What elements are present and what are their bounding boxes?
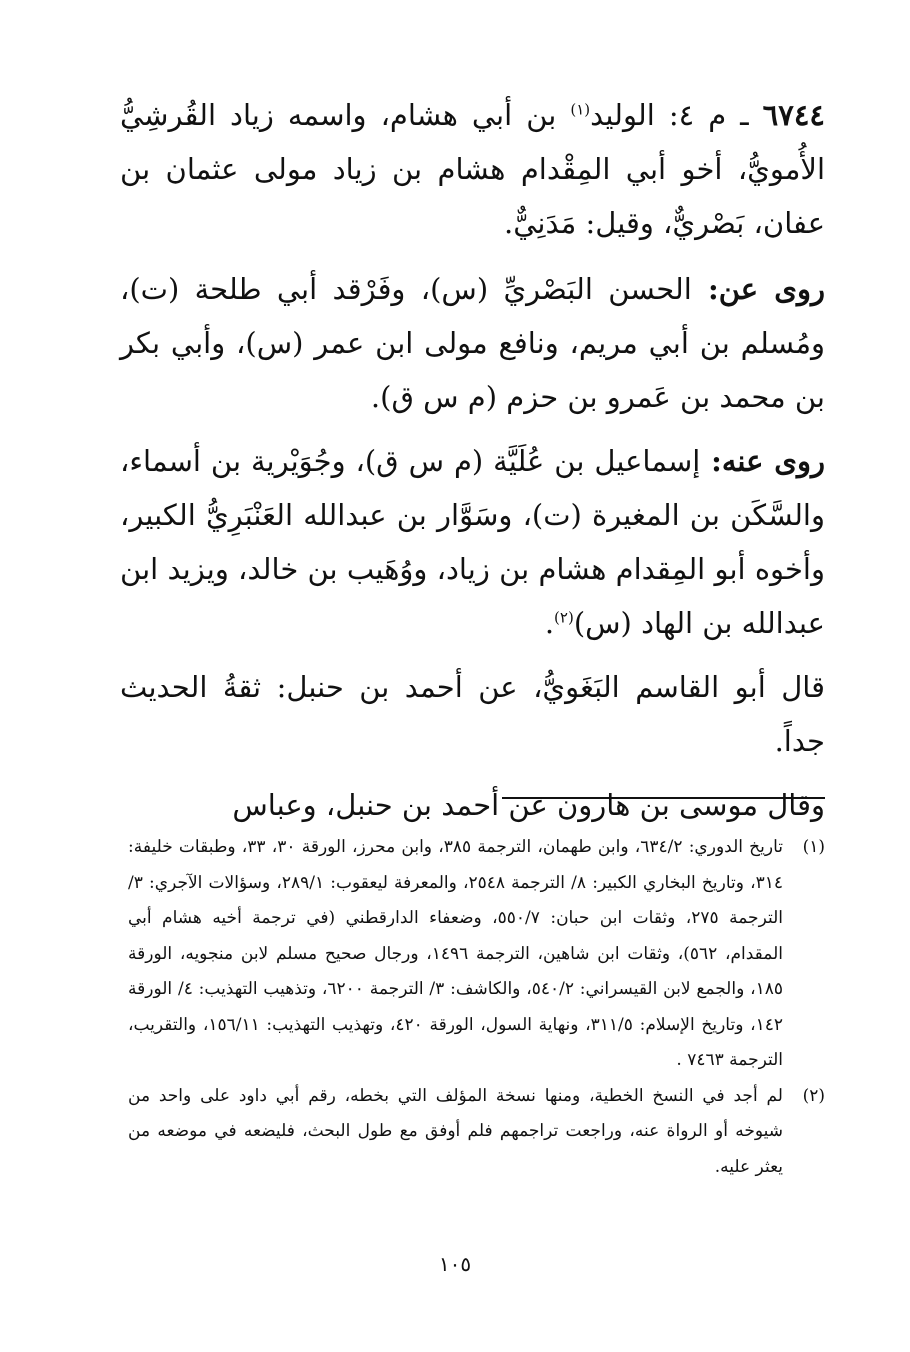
main-text xyxy=(120,88,825,842)
footnotes xyxy=(128,830,825,1185)
entry-name: الوليد xyxy=(590,98,655,132)
entry-number: ٦٧٤٤ xyxy=(762,98,825,132)
entry-code: ـ م ٤: xyxy=(654,98,763,132)
footnote-2 xyxy=(128,1079,825,1186)
footnote-1 xyxy=(128,830,825,1079)
rawa-anhu-paragraph xyxy=(120,434,825,650)
footnote-mark: (١) xyxy=(802,837,825,857)
qala-paragraph-2: وقال موسى بن هارون عن أحمد بن حنبل، وعباس xyxy=(232,788,825,822)
footnote-text: لم أجد في النسخ الخطية، ومنها نسخة المؤلف التي بخطه، رقم أبي داود على واحد من شيوخه أو الرواة عنه، وراجعت تراجمهم فلم أوفق مع طول البحث، فليضعه في موضعه من يعثر عليه. xyxy=(128,1085,783,1177)
footnote-ref-2[interactable]: (٢) xyxy=(554,608,574,627)
footnote-divider xyxy=(502,797,825,799)
rawa-anhu-end: . xyxy=(544,606,555,640)
rawa-an-text: الحسن البَصْريِّ (س)، وفَرْقد أبي طلحة (ت)، ومُسلم بن أبي مريم، ونافع مولى ابن عمر (س)، وأبي بكر بن محمد بن عَمرو بن حزم (م س ق). xyxy=(120,272,825,414)
entry-paragraph xyxy=(120,88,825,250)
entry-intro: بن أبي هشام، واسمه زياد القُرشِيُّ الأُمويُّ، أخو أبي المِقْدام هشام بن زياد مولى عثمان بن عفان، بَصْريٌّ، وقيل: مَدَنِيٌّ. xyxy=(120,98,825,240)
footnote-ref-1[interactable]: (١) xyxy=(570,100,591,119)
page-number: ١٠٥ xyxy=(438,1252,472,1276)
rawa-an-label: روى عن: xyxy=(691,272,826,306)
footnote-mark: (٢) xyxy=(802,1085,825,1106)
qala-paragraph-1: قال أبو القاسم البَغَويُّ، عن أحمد بن حنبل: ثقةُ الحديث جداً. xyxy=(120,670,825,758)
rawa-anhu-text: إسماعيل بن عُلَيَّة (م س ق)، وجُوَيْرية بن أسماء، والسَّكَن بن المغيرة (ت)، وسَوَّار بن عبدالله العَنْبَرِيُّ الكبير، وأخوه أبو المِقدام هشام بن زياد، ووُهَيب بن خالد، ويزيد ابن عبدالله بن الهاد (س) xyxy=(120,444,825,640)
footnote-text: تاريخ الدوري: ٦٣٤/٢، وابن طهمان، الترجمة ٣٨٥، وابن محرز، الورقة ٣٠، ٣٣، وطبقات خليفة: ٣١٤، وتاريخ البخاري الكبير: ٨/ الترجمة ٢٥٤٨، والمعرفة ليعقوب: ٢٨٩/١، وسؤالات الآجري: ٣/ الترجمة ٢٧٥، وثقات ابن حبان: ٥٥٠/٧، وضعفاء الدارقطني (في ترجمة أخيه هشام أبي المقدام، ٥٦٢)، وثقات ابن شاهين، الترجمة ١٤٩٦، ورجال صحيح مسلم لابن منجويه، الورقة ١٨٥، والجمع لابن القيسراني: ٥٤٠/٢، والكاشف: ٣/ الترجمة ٦٢٠٠، وتذهيب التهذيب: ٤/ الورقة ١٤٢، وتاريخ الإسلام: ٣١١/٥، ونهاية السول، الورقة ٤٢٠، وتهذيب التهذيب: ١٥٦/١١، والتقريب، الترجمة ٧٤٦٣ . xyxy=(128,837,784,1070)
rawa-an-paragraph xyxy=(120,262,825,424)
rawa-anhu-label: روى عنه: xyxy=(700,444,825,478)
